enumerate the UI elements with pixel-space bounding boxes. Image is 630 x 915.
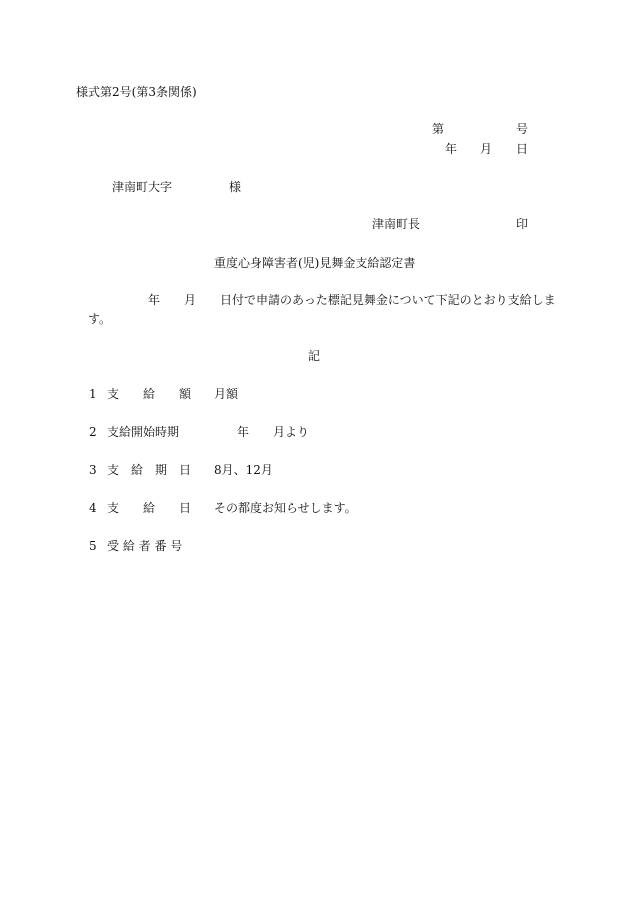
issuer-seal: 印 — [516, 217, 529, 231]
ki-heading: 記 — [308, 349, 321, 363]
item-1-number: 1 — [89, 387, 97, 401]
item-3-value: 8月、12月 — [214, 463, 273, 477]
item-5-number: 5 — [89, 539, 97, 553]
addressee-place: 津南町大字 — [112, 180, 173, 194]
date-month: 月 — [480, 142, 493, 156]
body-month: 月 — [184, 293, 197, 307]
item-4-value: その都度お知らせします。 — [214, 501, 357, 515]
date-day: 日 — [516, 142, 529, 156]
item-2-number: 2 — [89, 425, 97, 439]
body-line-1: 日付で申請のあった標記見舞金について下記のとおり支給しま — [220, 293, 556, 307]
item-2-label: 支給開始時期 — [107, 425, 180, 439]
item-5-label: 受 給 者 番 号 — [107, 539, 183, 553]
doc-number-go: 号 — [516, 122, 529, 136]
item-1-value: 月額 — [214, 387, 239, 401]
date-year: 年 — [445, 142, 458, 156]
body-line-2: す。 — [88, 312, 112, 326]
item-2-value-month: 月より — [273, 425, 310, 439]
item-2-value-year: 年 — [237, 425, 250, 439]
body-year: 年 — [148, 293, 161, 307]
doc-number-dai: 第 — [432, 122, 445, 136]
item-3-label: 支 給 期 日 — [107, 463, 192, 477]
item-4-number: 4 — [89, 501, 97, 515]
item-4-label: 支 給 日 — [107, 501, 192, 515]
item-1-label: 支 給 額 — [107, 387, 192, 401]
issuer-name: 津南町長 — [372, 217, 421, 231]
form-label: 様式第2号(第3条関係) — [76, 85, 197, 99]
item-3-number: 3 — [89, 463, 97, 477]
addressee-sama: 様 — [229, 180, 242, 194]
document-title: 重度心身障害者(児)見舞金支給認定書 — [214, 256, 416, 270]
